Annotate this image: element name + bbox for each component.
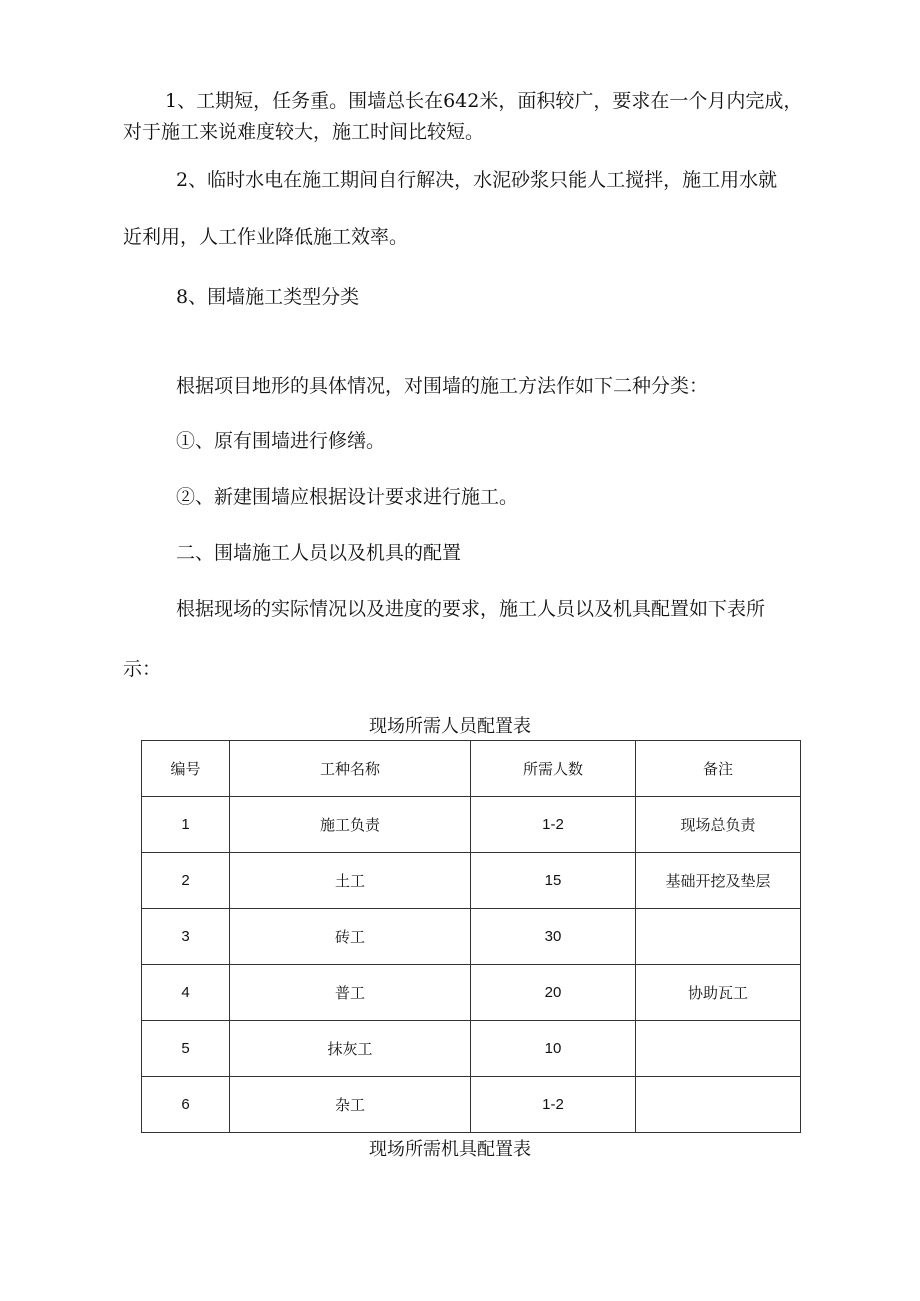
cell-number: 6	[142, 1077, 230, 1133]
cell-trade-name: 杂工	[230, 1077, 471, 1133]
cell-remarks	[636, 1077, 801, 1133]
cell-required-count: 15	[471, 853, 636, 909]
cell-trade-name: 抹灰工	[230, 1021, 471, 1077]
table-row	[142, 797, 801, 853]
cell-remarks	[636, 1021, 801, 1077]
cell-remarks: 基础开挖及垫层	[636, 853, 801, 909]
paragraph-4-line-1: 根据现场的实际情况以及进度的要求，施工人员以及机具配置如下表所	[176, 598, 766, 620]
paragraph-2-line-2: 近利用，人工作业降低施工效率。	[123, 226, 409, 248]
list-item-1: ①、原有围墙进行修缮。	[176, 430, 386, 452]
cell-number: 5	[142, 1021, 230, 1077]
cell-number: 1	[142, 797, 230, 853]
cell-number: 2	[142, 853, 230, 909]
cell-remarks: 现场总负责	[636, 797, 801, 853]
cell-remarks	[636, 909, 801, 965]
header-trade-name: 工种名称	[230, 741, 471, 797]
header-number: 编号	[142, 741, 230, 797]
header-remarks: 备注	[636, 741, 801, 797]
header-required-count: 所需人数	[471, 741, 636, 797]
staff-table-title: 现场所需人员配置表	[369, 716, 531, 737]
cell-required-count: 30	[471, 909, 636, 965]
paragraph-4-line-2: 示：	[123, 658, 162, 680]
paragraph-1-line-1: 1、工期短，任务重。围墙总长在642米，面积较广，要求在一个月内完成，	[165, 90, 803, 112]
table-header-row	[142, 741, 801, 797]
section-heading-8: 8、围墙施工类型分类	[176, 286, 360, 308]
staff-table	[141, 740, 801, 1133]
table-row	[142, 1021, 801, 1077]
cell-number: 4	[142, 965, 230, 1021]
cell-remarks: 协助瓦工	[636, 965, 801, 1021]
section-heading-2: 二、围墙施工人员以及机具的配置	[176, 542, 462, 564]
table-row	[142, 965, 801, 1021]
cell-number: 3	[142, 909, 230, 965]
paragraph-1-line-2: 对于施工来说难度较大，施工时间比较短。	[123, 121, 485, 143]
machine-table-title: 现场所需机具配置表	[369, 1139, 531, 1160]
cell-trade-name: 砖工	[230, 909, 471, 965]
table-row	[142, 909, 801, 965]
cell-trade-name: 土工	[230, 853, 471, 909]
cell-trade-name: 施工负责	[230, 797, 471, 853]
paragraph-2-line-1: 2、临时水电在施工期间自行解决，水泥砂浆只能人工搅拌，施工用水就	[176, 169, 778, 191]
cell-required-count: 20	[471, 965, 636, 1021]
list-item-2: ②、新建围墙应根据设计要求进行施工。	[176, 486, 519, 508]
table-row	[142, 1077, 801, 1133]
cell-required-count: 1-2	[471, 797, 636, 853]
table-row	[142, 853, 801, 909]
cell-trade-name: 普工	[230, 965, 471, 1021]
paragraph-3: 根据项目地形的具体情况，对围墙的施工方法作如下二种分类：	[176, 375, 709, 397]
cell-required-count: 1-2	[471, 1077, 636, 1133]
cell-required-count: 10	[471, 1021, 636, 1077]
